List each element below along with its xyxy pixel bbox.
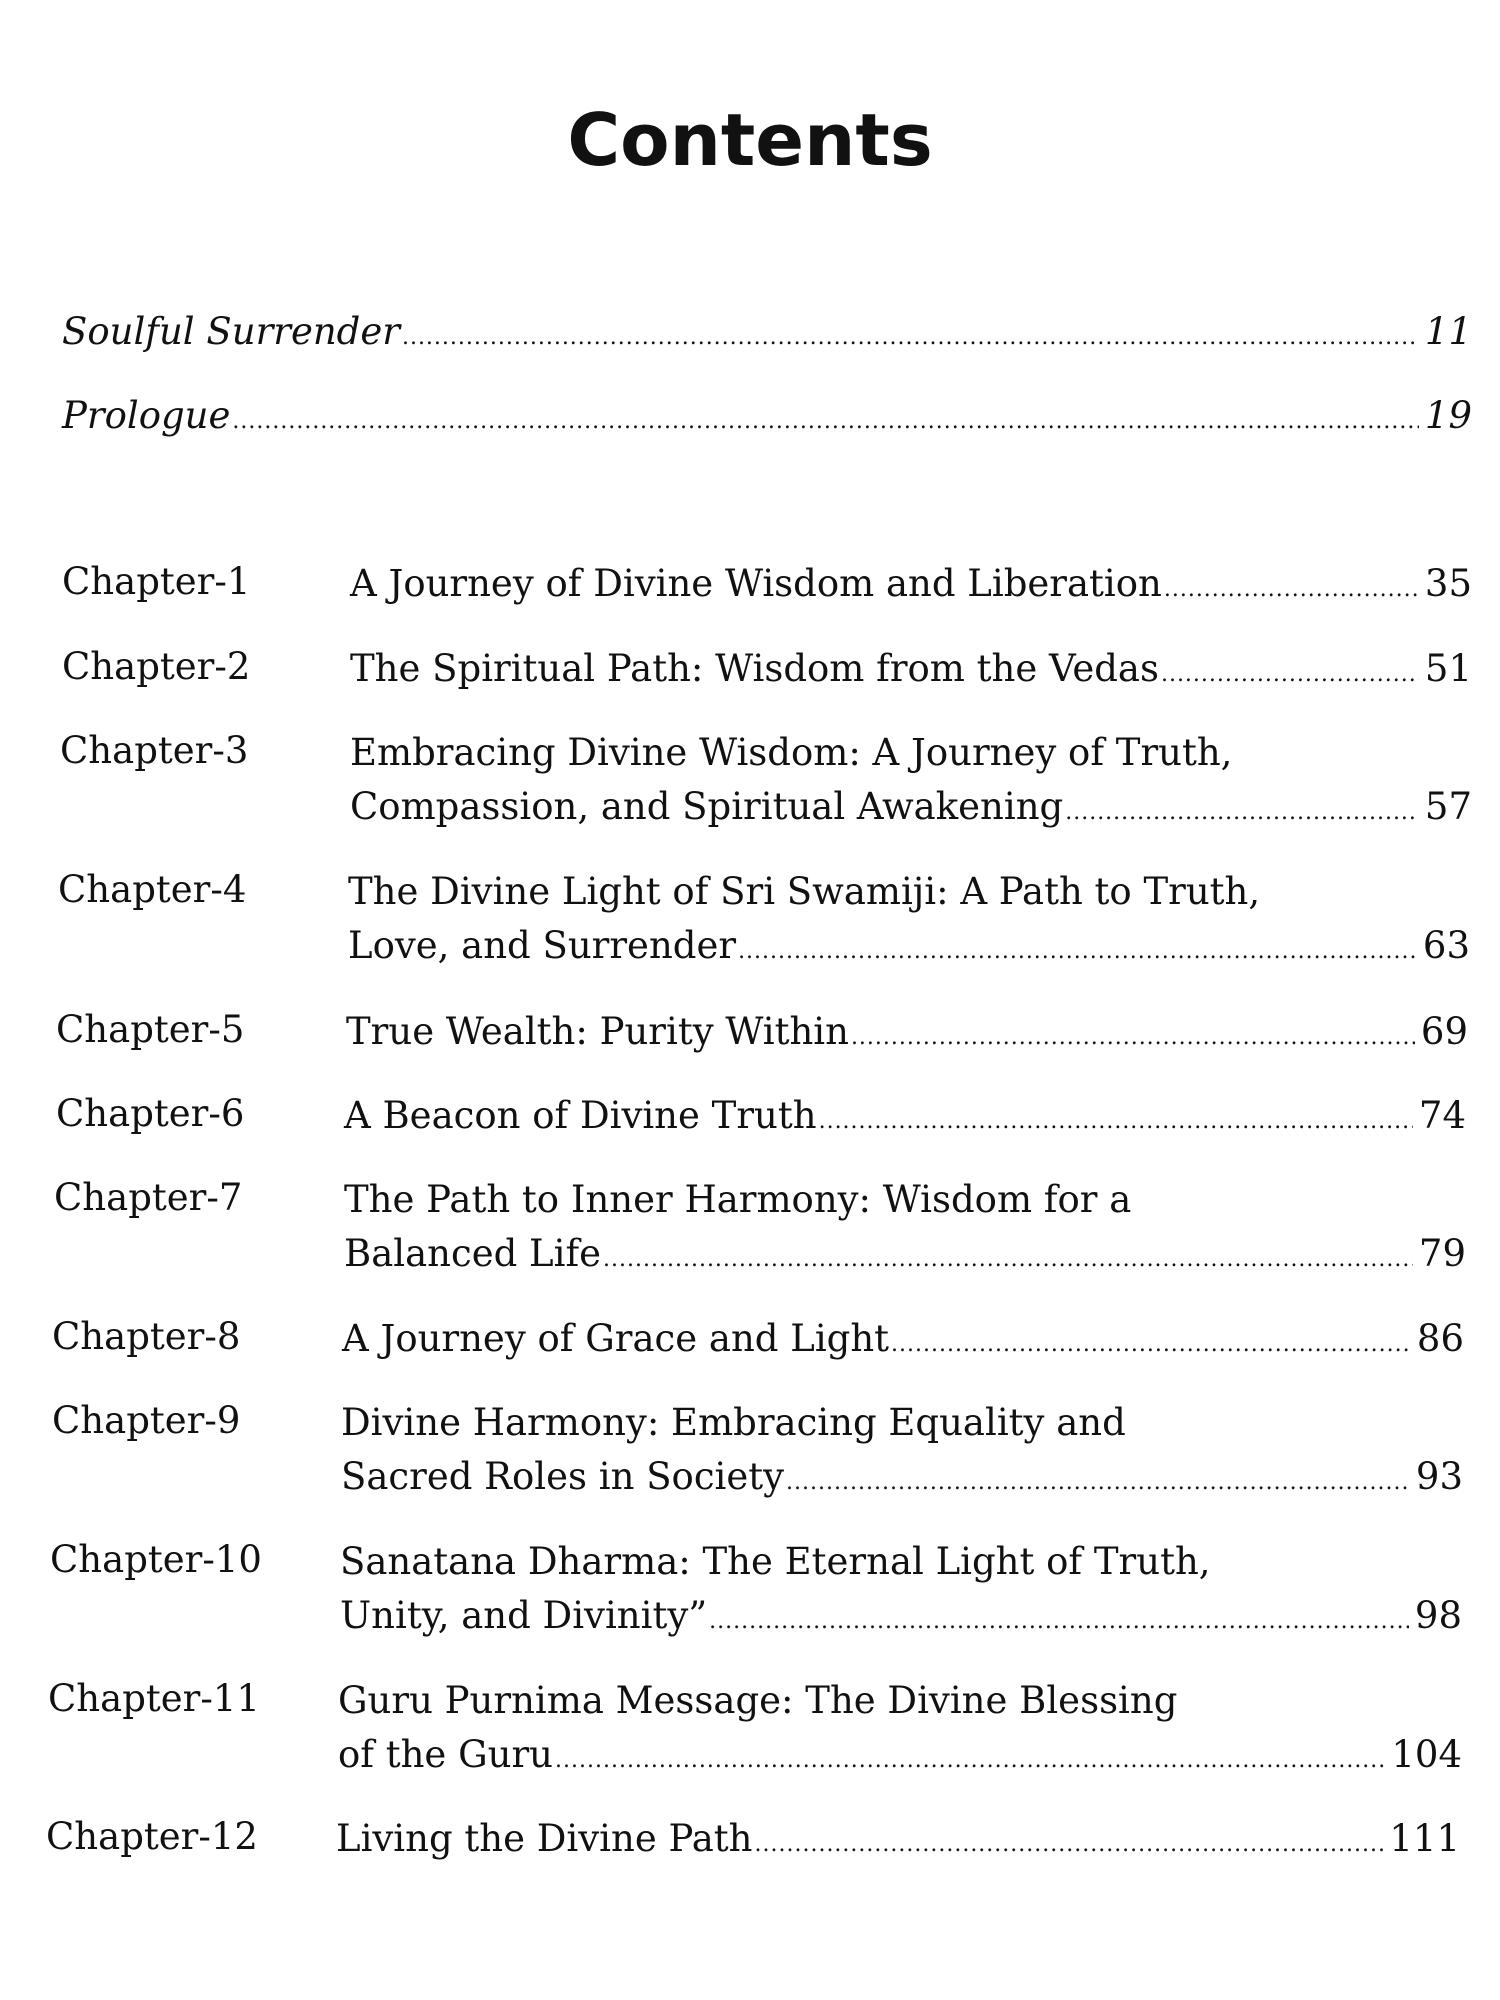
toc-entry-title-line1: Embracing Divine Wisdom: A Journey of Truth, [350, 731, 1233, 774]
toc-entry-title: A Journey of Grace and Light [342, 1317, 890, 1360]
toc-entry-chapter-5[interactable] [346, 1005, 1468, 1065]
dot-leader [755, 1812, 1384, 1872]
toc-entry-title: Sacred Roles in Society [341, 1455, 785, 1498]
toc-page-number: 35 [1424, 562, 1472, 605]
toc-entry-chapter-10[interactable] [340, 1535, 1462, 1649]
dot-leader [851, 1005, 1415, 1065]
dot-leader [402, 310, 1419, 353]
toc-entry-title: Soulful Surrender [62, 310, 400, 353]
toc-page-number: 104 [1391, 1733, 1462, 1776]
toc-page-number: 111 [1389, 1817, 1460, 1860]
toc-entry-chapter-12[interactable] [336, 1812, 1460, 1872]
chapter-label: Chapter-1 [62, 560, 251, 603]
toc-entry-title: Love, and Surrender [348, 924, 737, 967]
toc-entry-prologue[interactable] [62, 394, 1472, 454]
toc-entry-chapter-1[interactable] [350, 557, 1472, 617]
toc-entry-title: Prologue [62, 394, 231, 437]
toc-entry-title: Balanced Life [344, 1232, 602, 1275]
chapter-label: Chapter-8 [52, 1315, 241, 1358]
chapter-label: Chapter-3 [60, 729, 249, 772]
toc-entry-chapter-3[interactable] [350, 726, 1472, 840]
toc-entry-title: of the Guru [338, 1733, 553, 1776]
page-title: Contents [567, 98, 933, 182]
toc-entry-soulful-surrender[interactable] [62, 310, 1472, 370]
toc-page-number: 93 [1415, 1455, 1463, 1498]
toc-entry-chapter-7[interactable] [344, 1173, 1466, 1287]
toc-entry-chapter-8[interactable] [342, 1312, 1464, 1372]
dot-leader [603, 1227, 1413, 1287]
chapter-label: Chapter-4 [58, 868, 247, 911]
toc-page-number: 57 [1424, 785, 1472, 828]
dot-leader [709, 1589, 1409, 1649]
toc-entry-chapter-9[interactable] [341, 1396, 1463, 1510]
dot-leader [1065, 780, 1419, 840]
dot-leader [891, 1312, 1411, 1372]
toc-page-number: 86 [1416, 1317, 1464, 1360]
toc-entry-title-line1: Sanatana Dharma: The Eternal Light of Truth, [340, 1540, 1211, 1583]
toc-page-number: 74 [1418, 1094, 1466, 1137]
chapter-label: Chapter-5 [56, 1008, 245, 1051]
toc-entry-chapter-11[interactable] [338, 1674, 1462, 1788]
toc-entry-title: True Wealth: Purity Within [346, 1010, 849, 1053]
toc-page-number: 51 [1424, 647, 1472, 690]
toc-entry-title: The Spiritual Path: Wisdom from the Vedas [350, 647, 1159, 690]
dot-leader [1161, 642, 1419, 702]
toc-entry-title: A Beacon of Divine Truth [344, 1094, 817, 1137]
chapter-label: Chapter-9 [52, 1399, 241, 1442]
toc-page-number: 19 [1424, 394, 1472, 437]
dot-leader [738, 919, 1417, 979]
toc-page-number: 69 [1420, 1010, 1468, 1053]
toc-page-number: 11 [1424, 310, 1472, 353]
chapter-label: Chapter-10 [50, 1538, 262, 1581]
toc-page-number: 98 [1414, 1594, 1462, 1637]
toc-entry-chapter-4[interactable] [348, 865, 1470, 979]
dot-leader [232, 394, 1419, 437]
toc-entry-title: Unity, and Divinity” [340, 1594, 708, 1637]
toc-entry-chapter-6[interactable] [344, 1089, 1466, 1149]
chapter-label: Chapter-6 [56, 1092, 245, 1135]
toc-entry-title-line1: Divine Harmony: Embracing Equality and [341, 1401, 1126, 1444]
toc-entry-title-line1: The Path to Inner Harmony: Wisdom for a [344, 1178, 1132, 1221]
dot-leader [1164, 557, 1419, 617]
chapter-label: Chapter-7 [54, 1176, 243, 1219]
dot-leader [819, 1089, 1413, 1149]
dot-leader [555, 1728, 1385, 1788]
toc-entry-title: Living the Divine Path [336, 1817, 753, 1860]
toc-entry-title: Compassion, and Spiritual Awakening [350, 785, 1064, 828]
chapter-label: Chapter-2 [62, 645, 251, 688]
toc-page-number: 63 [1422, 924, 1470, 967]
chapter-label: Chapter-11 [48, 1677, 260, 1720]
toc-entry-title-line1: Guru Purnima Message: The Divine Blessing [338, 1679, 1178, 1722]
toc-entry-title: A Journey of Divine Wisdom and Liberation [350, 562, 1162, 605]
dot-leader [786, 1450, 1410, 1510]
toc-entry-title-line1: The Divine Light of Sri Swamiji: A Path to Truth, [348, 870, 1261, 913]
toc-page-number: 79 [1418, 1232, 1466, 1275]
chapter-label: Chapter-12 [46, 1815, 258, 1858]
toc-entry-chapter-2[interactable] [350, 642, 1472, 702]
